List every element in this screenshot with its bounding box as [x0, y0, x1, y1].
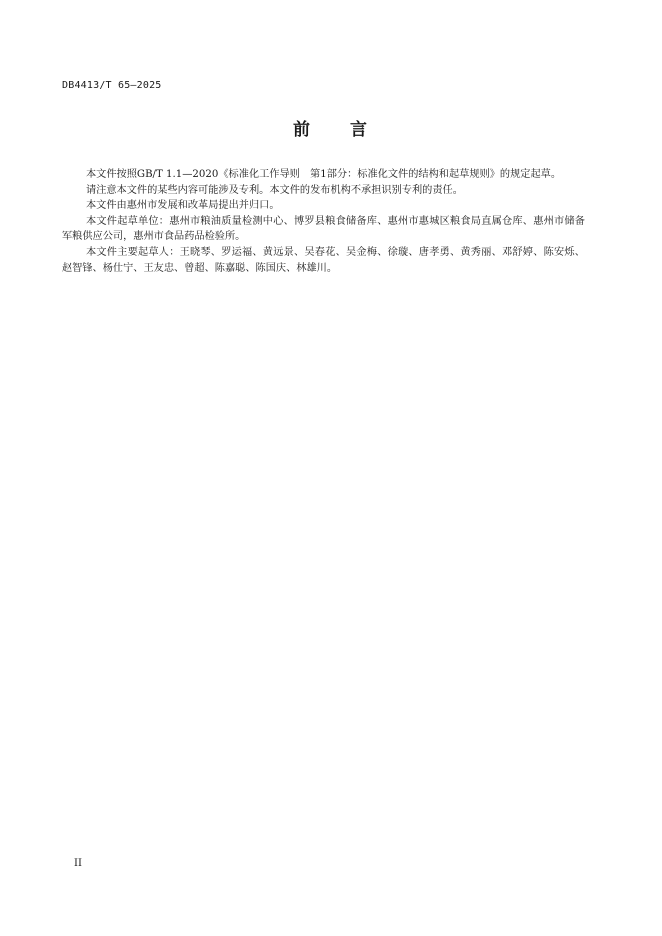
- paragraph-drafters: 本文件主要起草人：王晓琴、罗运福、黄远景、吴春花、吴金梅、徐璇、唐孝勇、黄秀丽、邓舒婷、陈安烁、赵智锋、杨仕宁、王友忠、曾超、陈嘉聪、陈国庆、林雄川。: [62, 246, 585, 274]
- paragraph-drafting-rules: 本文件按照GB/T 1.1—2020《标准化工作导则 第1部分：标准化文件的结构和起草规则》的规定起草。: [86, 169, 562, 180]
- title-char-2: 言: [350, 120, 369, 140]
- page-title: [0, 115, 662, 140]
- foreword-body: [62, 167, 585, 276]
- paragraph-patent-notice: 请注意本文件的某些内容可能涉及专利。本文件的发布机构不承担识别专利的责任。: [86, 184, 463, 196]
- document-code: DB4413/T 65—2025: [62, 80, 162, 91]
- paragraph-drafting-units: 本文件起草单位：惠州市粮油质量检测中心、博罗县粮食储备库、惠州市惠城区粮食局直属仓库、惠州市储备军粮供应公司，惠州市食品药品检验所。: [62, 215, 585, 243]
- paragraph-proposer: 本文件由惠州市发展和改革局提出并归口。: [86, 200, 280, 212]
- title-char-1: 前: [293, 120, 312, 140]
- page-number: II: [74, 858, 82, 869]
